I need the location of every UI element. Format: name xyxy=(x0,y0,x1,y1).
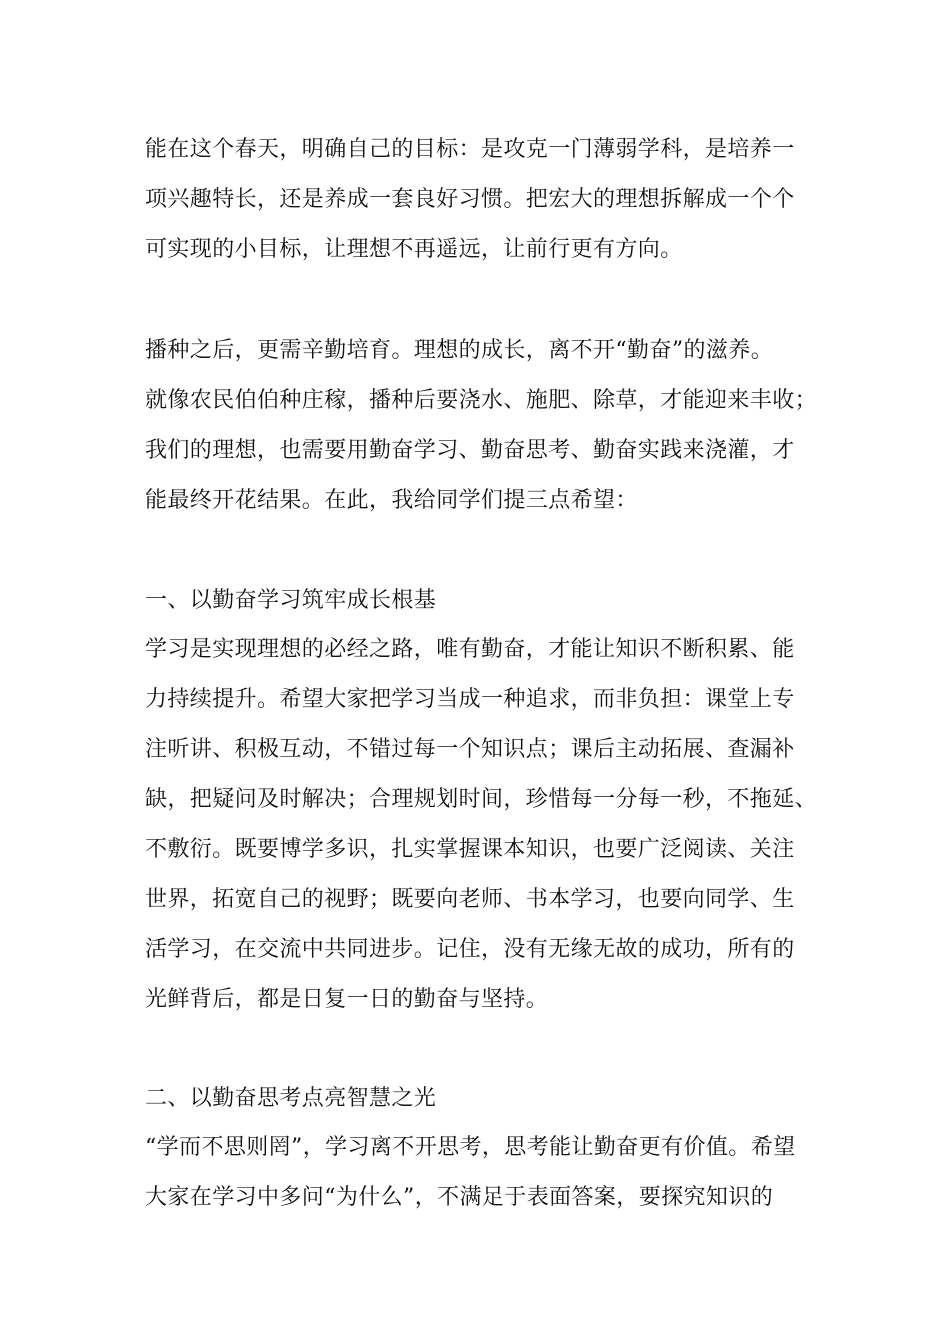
body-text-line: 不敷衍。既要博学多识，扎实掌握课本知识，也要广泛阅读、关注 xyxy=(145,837,795,862)
body-text-line: 世界，拓宽自己的视野；既要向老师、书本学习，也要向同学、生 xyxy=(145,887,795,912)
body-text-line: 我们的理想，也需要用勤奋学习、勤奋思考、勤奋实践来浇灌，才 xyxy=(145,438,795,463)
body-text-line: 大家在学习中多问“为什么”，不满足于表面答案，要探究知识的 xyxy=(145,1185,774,1210)
body-text-line: 能在这个春天，明确自己的目标：是攻克一门薄弱学科，是培养一 xyxy=(145,137,795,162)
section-heading: 二、以勤奋思考点亮智慧之光 xyxy=(145,1086,437,1111)
body-text-line: 光鲜背后，都是日复一日的勤奋与坚持。 xyxy=(145,987,549,1012)
section-heading: 一、以勤奋学习筑牢成长根基 xyxy=(145,588,437,613)
body-text-line: 能最终开花结果。在此，我给同学们提三点希望： xyxy=(145,488,638,513)
body-text-line: 就像农民伯伯种庄稼，播种后要浇水、施肥、除草，才能迎来丰收； xyxy=(145,388,818,413)
body-text-line: 学习是实现理想的必经之路，唯有勤奋，才能让知识不断积累、能 xyxy=(145,637,795,662)
body-text-line: 缺，把疑问及时解决；合理规划时间，珍惜每一分每一秒，不拖延、 xyxy=(145,787,818,812)
body-text-line: 力持续提升。希望大家把学习当成一种追求，而非负担：课堂上专 xyxy=(145,687,795,712)
body-text-line: “学而不思则罔”，学习离不开思考，思考能让勤奋更有价值。希望 xyxy=(145,1135,796,1160)
body-text-line: 可实现的小目标，让理想不再遥远，让前行更有方向。 xyxy=(145,237,683,262)
body-text-line: 播种之后，更需辛勤培育。理想的成长，离不开“勤奋”的滋养。 xyxy=(145,338,774,363)
body-text-line: 项兴趣特长，还是养成一套良好习惯。把宏大的理想拆解成一个个 xyxy=(145,187,795,212)
body-text-line: 注听讲、积极互动，不错过每一个知识点；课后主动拓展、查漏补 xyxy=(145,737,795,762)
body-text-line: 活学习，在交流中共同进步。记住，没有无缘无故的成功，所有的 xyxy=(145,937,795,962)
